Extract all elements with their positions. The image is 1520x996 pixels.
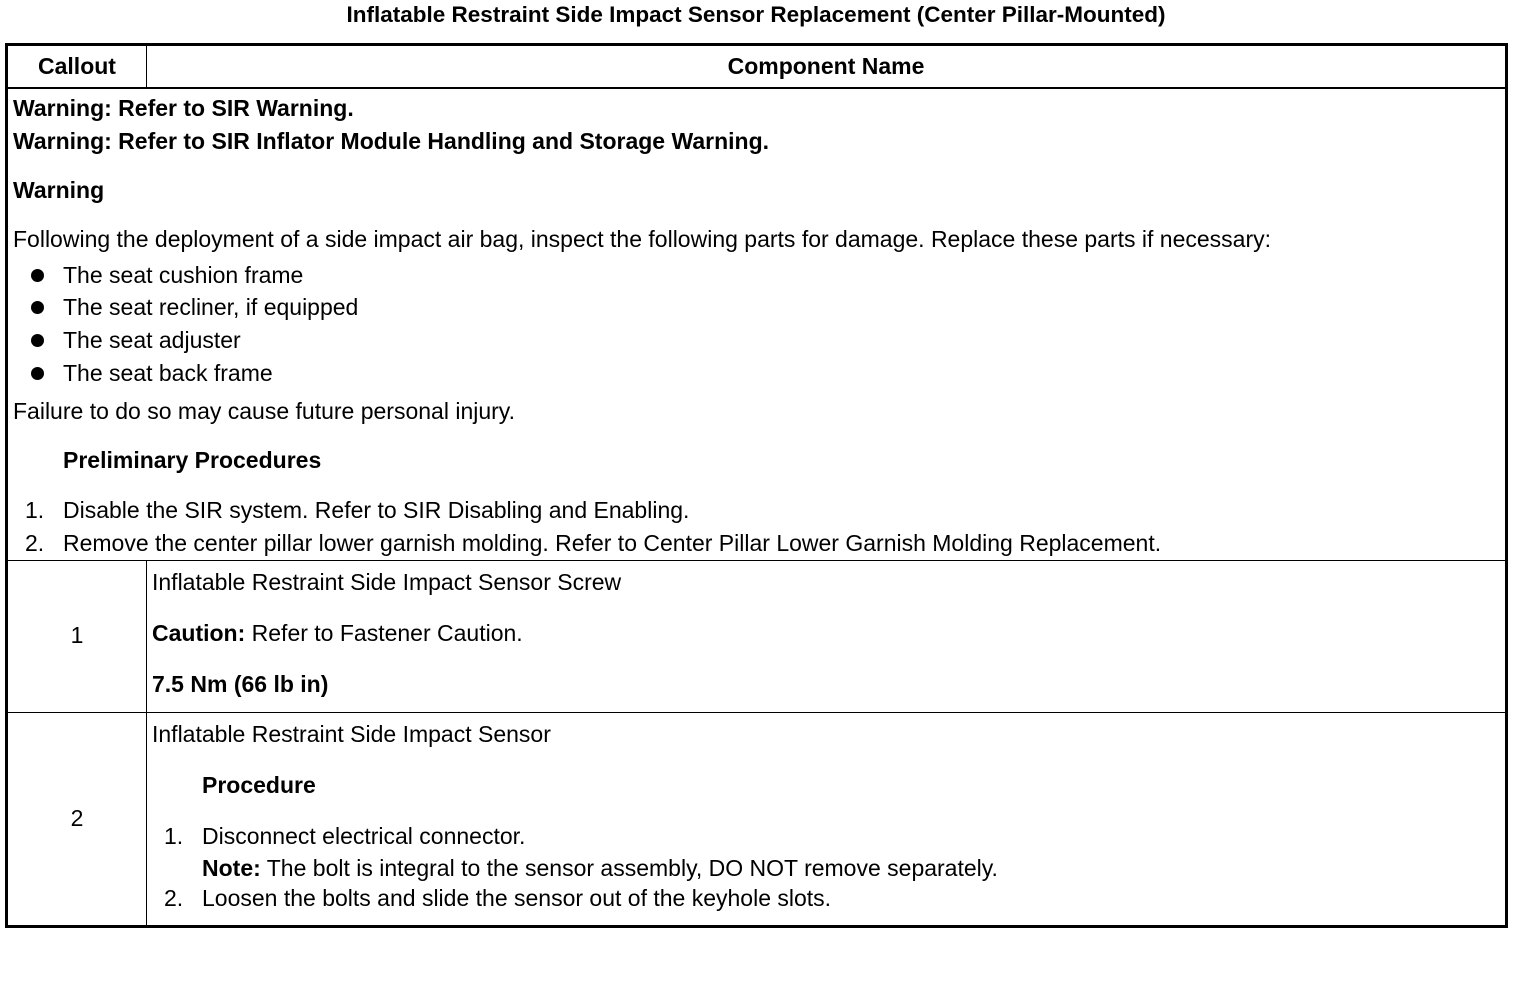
callout-1: 1	[7, 560, 147, 712]
list-item: 2. Remove the center pillar lower garnish molding. Refer to Center Pillar Lower Garnish Molding Replacement.	[25, 529, 1162, 556]
torque-spec: 7.5 Nm (66 lb in)	[152, 670, 329, 697]
bullet-icon	[31, 301, 44, 314]
callout-2: 2	[7, 712, 147, 926]
header-callout: Callout	[7, 45, 147, 89]
note-label: Note:	[202, 854, 261, 881]
procedure-heading: Procedure	[202, 771, 316, 798]
bullet-icon	[31, 334, 44, 347]
intro-cell	[7, 88, 1507, 560]
warning-heading: Warning	[13, 177, 105, 204]
note-text: The bolt is integral to the sensor assembly, DO NOT remove separately.	[260, 854, 998, 881]
list-item: 1. Disable the SIR system. Refer to SIR Disabling and Enabling.	[25, 496, 690, 523]
list-item: The seat adjuster	[13, 327, 1505, 360]
header-component-name: Component Name	[147, 45, 1507, 89]
component-name: Inflatable Restraint Side Impact Sensor	[152, 720, 551, 747]
list-item: 1. Disconnect electrical connector. Note: The bolt is integral to the sensor assembly, DO NOT remove separately.	[152, 823, 1505, 882]
caution-line	[152, 620, 1505, 647]
bullet-icon	[31, 367, 44, 380]
page-title: Inflatable Restraint Side Impact Sensor Replacement (Center Pillar-Mounted)	[346, 2, 1166, 27]
caution-label: Caution:	[152, 619, 246, 646]
list-item: The seat cushion frame	[13, 262, 1505, 295]
intro-row	[7, 88, 1507, 560]
warning-line-2: Warning: Refer to SIR Inflator Module Handling and Storage Warning.	[13, 128, 770, 155]
inspection-parts-list	[13, 262, 1505, 393]
list-item: The seat back frame	[13, 360, 1505, 393]
preliminary-procedures-heading: Preliminary Procedures	[63, 447, 322, 474]
component-cell-1	[147, 560, 1507, 712]
table-header-row	[7, 45, 1507, 89]
warning-line-1: Warning: Refer to SIR Warning.	[13, 95, 354, 121]
table-row	[7, 560, 1507, 712]
component-name: Inflatable Restraint Side Impact Sensor Screw	[152, 568, 622, 595]
table-row	[7, 712, 1507, 926]
procedure-steps	[152, 823, 1505, 912]
failure-text: Failure to do so may cause future personal injury.	[13, 398, 515, 425]
warning-text: Following the deployment of a side impact air bag, inspect the following parts for damage. Replace these parts if necessary:	[13, 226, 1272, 253]
bullet-icon	[31, 269, 44, 282]
list-item: The seat recliner, if equipped	[13, 294, 1505, 327]
procedure-table	[5, 43, 1508, 928]
caution-text: Refer to Fastener Caution.	[245, 619, 523, 646]
preliminary-steps	[13, 497, 1505, 556]
component-cell-2	[147, 712, 1507, 926]
note-line	[202, 855, 1505, 882]
list-item: 2. Loosen the bolts and slide the sensor out of the keyhole slots.	[164, 885, 832, 911]
